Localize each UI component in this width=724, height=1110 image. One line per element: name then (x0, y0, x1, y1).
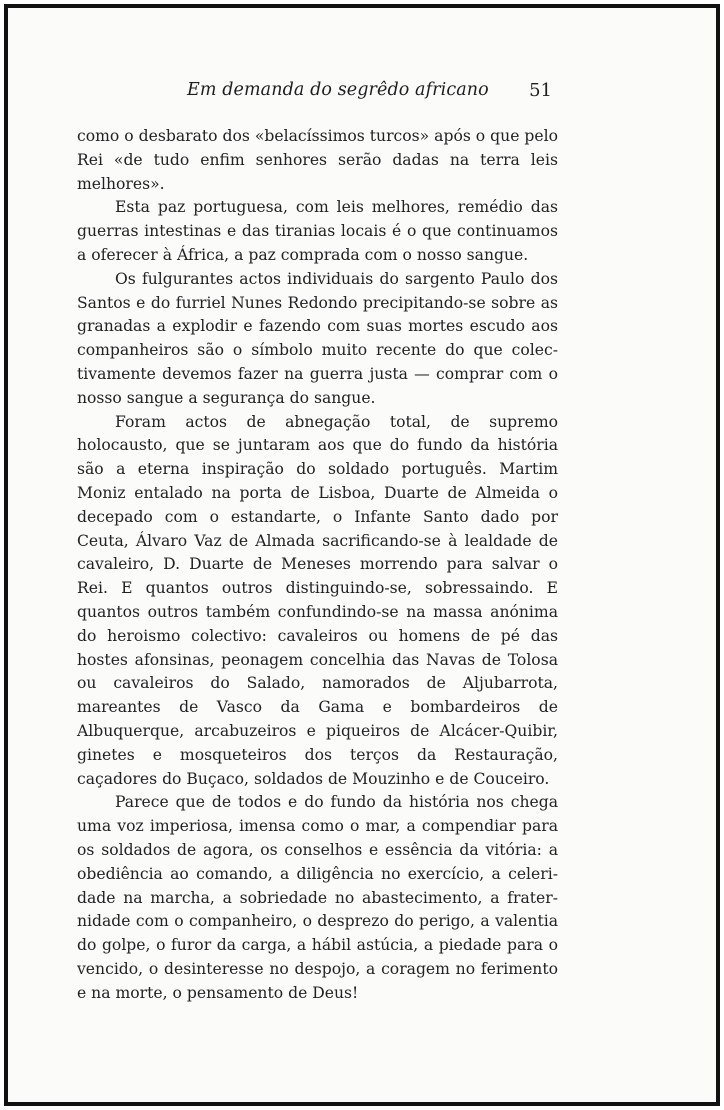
paragraph-5: Parece que de todos e do fundo da história nos chega uma voz imperiosa, imensa como o mar, a compendiar para os soldados de agora, os conselhos e essência da vitória: a obediência ao comando, a diligência no exercício, a celeridade na marcha, a sobriedade no abastecimento, a fraternidade com o companheiro, o desprezo do perigo, a valentia do golpe, o furor da carga, a hábil astúcia, a piedade para o vencido, o desinteresse no despojo, a coragem no ferimento e na morte, o pensamento de Deus! (77, 793, 558, 1002)
paragraph-1: como o desbarato dos «belacíssimos turcos» após o que pelo Rei «de tudo enfim senhores serão dadas na terra leis melhores». (77, 127, 558, 193)
body-text (77, 125, 558, 1005)
running-title: Em demanda do segrêdo africano (187, 80, 489, 100)
page-number: 51 (529, 80, 552, 101)
paragraph-3: Os fulgurantes actos individuais do sargento Paulo dos Santos e do furriel Nunes Redondo precipitando-se sobre as granadas a explodir e fazendo com suas mortes escudo aos companheiros são o símbolo muito recente do que colectivamente devemos fazer na guerra justa — comprar com o nosso sangue a segurança do sangue. (77, 269, 558, 407)
page-header (74, 80, 552, 110)
paragraph-2: Esta paz portuguesa, com leis melhores, remédio das guerras intestinas e das tiranias locais é o que continuamos a oferecer à África, a paz comprada com o nosso sangue. (77, 198, 558, 264)
paragraph-4: Foram actos de abnegação total, de supremo holocausto, que se juntaram aos que do fundo da história são a eterna inspiração do soldado português. Martim Moniz entalado na porta de Lisboa, Duarte de Almeida o decepado com o estandarte, o Infante Santo dado por Ceuta, Álvaro Vaz de Almada sacrificando-se à lealdade de cavaleiro, D. Duarte de Meneses morrendo para salvar o Rei. E quantos outros distinguindo-se, sobressaindo. E quantos outros também confundindo-se na massa anónima do heroismo colectivo: cavaleiros ou homens de pé das hostes afonsinas, peonagem concelhia das Navas de Tolosa ou cavaleiros do Salado, namorados de Aljubarrota, mareantes de Vasco da Gama e bombardeiros de Albuquerque, arcabuzeiros e piqueiros de Alcácer-Quibir, ginetes e mosqueteiros dos terços da Restauração, caçadores do Buçaco, soldados de Mouzinho e de Couceiro. (77, 412, 558, 788)
